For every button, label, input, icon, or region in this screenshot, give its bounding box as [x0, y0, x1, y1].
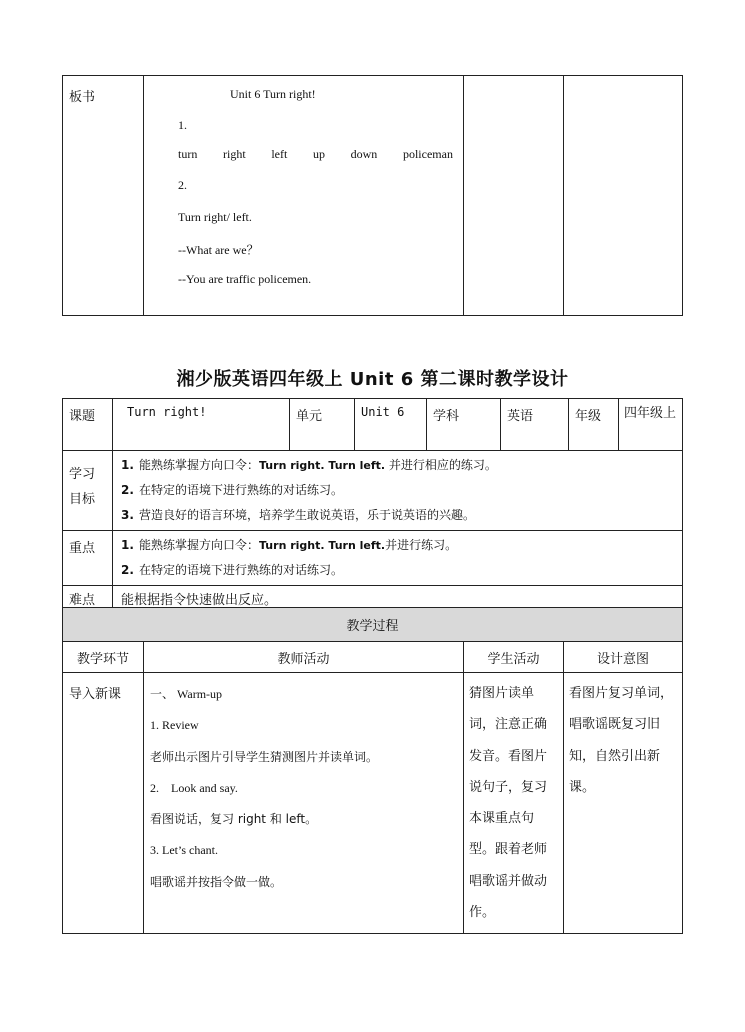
grade-value: 四年级上 [619, 399, 683, 451]
stage-cell: 导入新课 [63, 673, 144, 934]
lesson-info-table [62, 398, 683, 612]
topic-label: 课题 [63, 399, 113, 451]
key-points-list [121, 533, 674, 583]
board-line-turn: Turn right/ left. [178, 210, 252, 224]
board-num-2: 2. [178, 178, 187, 192]
board-word-list [178, 147, 453, 162]
board-empty-cell [464, 76, 564, 316]
board-content [144, 76, 464, 316]
board-title: Unit 6 Turn right! [230, 87, 316, 101]
col-header-teacher: 教师活动 [144, 642, 464, 673]
teacher-line: 一、 Warm-up [150, 687, 223, 701]
board-line-answer: --You are traffic policemen. [178, 272, 312, 286]
student-activity-cell: 猜图片读单词，注意正确发音。看图片说句子，复习本课重点句型。跟着老师唱歌谣并做动作。 [464, 673, 564, 934]
col-header-intent: 设计意图 [564, 642, 683, 673]
difficult-label: 难点 [63, 586, 113, 612]
board-table [62, 75, 683, 316]
process-header: 教学过程 [63, 608, 683, 642]
teacher-line: 3. Let’s chant. [150, 843, 218, 858]
board-word: down [350, 147, 378, 161]
key-points-label: 重点 [63, 531, 113, 586]
board-word: up [312, 147, 325, 161]
unit-value: Unit 6 [355, 399, 427, 451]
objective-item: 3. 营造良好的语言环境，培养学生敢说英语，乐于说英语的兴趣。 [121, 508, 476, 522]
objective-item: 2. 在特定的语境下进行熟练的对话练习。 [121, 483, 344, 497]
key-point-item: 2. 在特定的语境下进行熟练的对话练习。 [121, 563, 344, 577]
board-line-question: --What are we？ [178, 243, 259, 257]
board-word: turn [178, 147, 198, 161]
topic-value: Turn right! [113, 399, 290, 451]
objectives-list [121, 453, 674, 528]
board-word: left [271, 147, 288, 161]
unit-label: 单元 [290, 399, 355, 451]
teacher-line: 看图说话，复习 right 和 left。 [150, 812, 318, 827]
teacher-activity-cell [144, 673, 464, 934]
objectives-label: 学习目标 [63, 451, 113, 531]
board-word: right [223, 147, 246, 161]
difficult-value: 能根据指令快速做出反应。 [113, 586, 683, 612]
board-empty-cell [564, 76, 683, 316]
grade-label: 年级 [569, 399, 619, 451]
design-intent-cell: 看图片复习单词，唱歌谣既复习旧知，自然引出新课。 [564, 673, 683, 934]
subject-label: 学科 [427, 399, 501, 451]
subject-value: 英语 [501, 399, 569, 451]
board-label: 板书 [63, 76, 144, 316]
teacher-line: 2. Look and say. [150, 780, 238, 795]
teacher-line: 老师出示图片引导学生猜测图片并读单词。 [150, 749, 379, 764]
key-points-cell [113, 531, 683, 586]
teacher-line: 1. Review [150, 718, 199, 733]
col-header-stage: 教学环节 [63, 642, 144, 673]
board-word: policeman [402, 147, 453, 161]
col-header-student: 学生活动 [464, 642, 564, 673]
document-title: 湘少版英语四年级上 Unit 6 第二课时教学设计 [176, 369, 569, 390]
teaching-process-table [62, 607, 683, 934]
key-point-item: 1. 能熟练掌握方向口令：Turn right. Turn left.并进行练习。 [121, 538, 458, 552]
objective-item: 1. 能熟练掌握方向口令：Turn right. Turn left. 并进行相应的练习。 [121, 458, 497, 472]
objectives-cell [113, 451, 683, 531]
board-num-1: 1. [178, 118, 187, 132]
teacher-line: 唱歌谣并按指令做一做。 [150, 874, 283, 889]
